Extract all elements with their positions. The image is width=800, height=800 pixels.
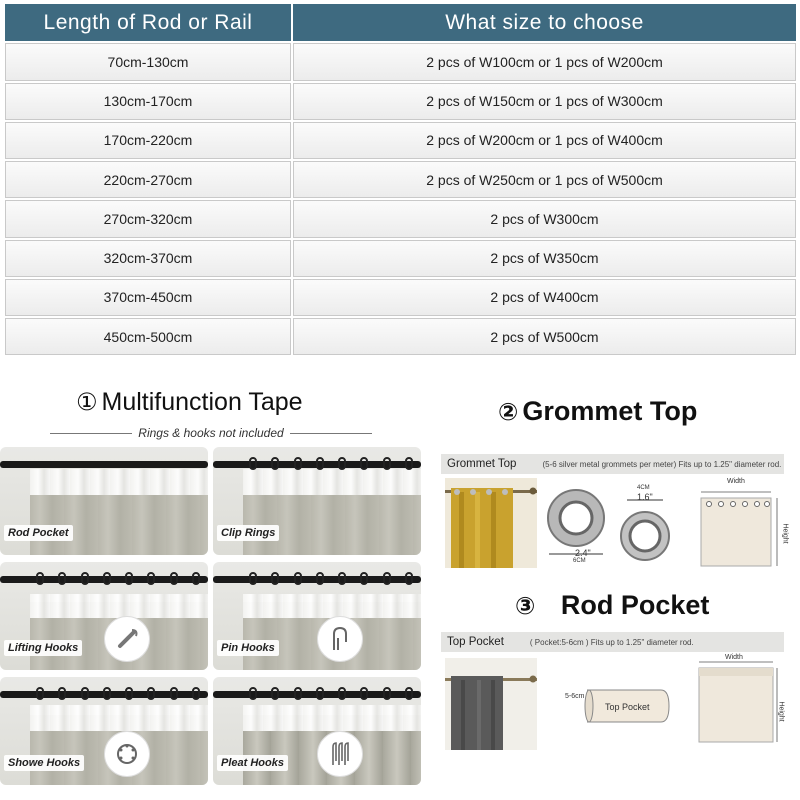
accessory-note-text: Rings & hooks not included [138, 426, 284, 440]
header-size-choice: What size to choose [293, 4, 796, 41]
multifunction-title [76, 388, 303, 417]
panel-header [441, 454, 784, 474]
height-label: Height [777, 701, 785, 722]
inner-diameter-cm: 4CM [637, 485, 650, 491]
curtain-tape [243, 469, 421, 495]
section-number: ① [76, 388, 98, 416]
curtain-tape [30, 469, 208, 495]
tile-pin-hooks [213, 562, 421, 670]
inner-diameter-in: 1.6" [637, 492, 653, 502]
pin-hook-icon [317, 616, 363, 662]
size-choice-cell: 2 pcs of W200cm or 1 pcs of W400cm [293, 122, 796, 159]
tile-label: Clip Rings [217, 525, 279, 541]
table-row [4, 160, 797, 199]
height-label: Height [781, 523, 789, 544]
rod-length-cell: 220cm-270cm [5, 161, 291, 198]
accessory-note [50, 425, 372, 441]
pleat-hook-icon [317, 731, 363, 777]
outer-diameter-in: 2.4" [575, 548, 591, 558]
shower-hook-icon [104, 731, 150, 777]
pocket-label: Top Pocket [605, 702, 650, 712]
pocket-size-label: 5-6cm [565, 693, 585, 700]
hook-ring-icon [36, 687, 200, 701]
panel-body [441, 474, 789, 569]
curtain-rod [0, 461, 208, 468]
tile-label: Rod Pocket [4, 525, 73, 541]
curtain-tape [243, 594, 421, 618]
tile-label: Pin Hooks [217, 640, 279, 656]
tile-label: Showe Hooks [4, 755, 84, 771]
rod-length-cell: 320cm-370cm [5, 240, 291, 277]
outer-diameter-cm: 6CM [573, 558, 586, 564]
table-header-row [4, 3, 797, 42]
width-label: Width [727, 478, 745, 485]
tile-rod-pocket [0, 447, 208, 555]
size-choice-cell: 2 pcs of W400cm [293, 279, 796, 316]
rod-length-cell: 170cm-220cm [5, 122, 291, 159]
size-choice-cell: 2 pcs of W350cm [293, 240, 796, 277]
section-title-text: Rod Pocket [560, 590, 710, 620]
tile-shower-hooks [0, 677, 208, 785]
tile-clip-rings [213, 447, 421, 555]
rod-length-cell: 130cm-170cm [5, 83, 291, 120]
curtain-tape [243, 705, 421, 731]
curtain-tape [30, 705, 208, 731]
table-row [4, 239, 797, 278]
size-choice-cell: 2 pcs of W500cm [293, 318, 796, 355]
grommet-panel-diagram [697, 480, 783, 568]
panel-note: ( Pocket:5-6cm ) Fits up to 1.25" diameter rod. [529, 637, 694, 647]
size-choice-cell: 2 pcs of W150cm or 1 pcs of W300cm [293, 83, 796, 120]
size-choice-cell: 2 pcs of W250cm or 1 pcs of W500cm [293, 161, 796, 198]
rod-pocket-title [515, 590, 709, 621]
table-row [4, 82, 797, 121]
rod-pocket-panel [441, 632, 784, 752]
hook-ring-icon [249, 687, 413, 701]
size-table [4, 3, 797, 356]
section-title-text: Grommet Top [522, 396, 698, 426]
tile-label: Pleat Hooks [217, 755, 288, 771]
small-grommet-icon [617, 496, 673, 566]
section-number: ② [498, 398, 519, 426]
rod-length-cell: 370cm-450cm [5, 279, 291, 316]
rod-length-cell: 450cm-500cm [5, 318, 291, 355]
grommet-curtain-photo [445, 478, 537, 568]
table-row [4, 199, 797, 238]
table-row [4, 317, 797, 356]
section-title-text: Multifunction Tape [101, 388, 303, 416]
curtain-tape [30, 594, 208, 618]
header-rod-length: Length of Rod or Rail [5, 4, 291, 41]
rod-length-cell: 70cm-130cm [5, 43, 291, 80]
grommet-panel [441, 454, 789, 569]
panel-header [441, 632, 784, 652]
rod-length-cell: 270cm-320cm [5, 200, 291, 237]
hook-ring-icon [36, 572, 200, 586]
grommet-title [498, 396, 697, 427]
table-row [4, 42, 797, 81]
rod-pocket-curtain-photo [445, 658, 537, 750]
size-choice-cell: 2 pcs of W100cm or 1 pcs of W200cm [293, 43, 796, 80]
section-number: ③ [515, 592, 536, 620]
clip-ring-icon [249, 457, 413, 471]
size-choice-cell: 2 pcs of W300cm [293, 200, 796, 237]
panel-body [441, 652, 784, 752]
table-row [4, 278, 797, 317]
rod-pocket-panel-diagram [695, 656, 783, 746]
divider [290, 433, 372, 434]
panel-title: Grommet Top [447, 458, 517, 470]
panel-title: Top Pocket [447, 636, 504, 648]
hook-ring-icon [249, 572, 413, 586]
tile-pleat-hooks [213, 677, 421, 785]
tile-lifting-hooks [0, 562, 208, 670]
tile-label: Lifting Hooks [4, 640, 82, 656]
divider [50, 433, 132, 434]
lifting-hook-icon [104, 616, 150, 662]
table-row [4, 121, 797, 160]
width-label: Width [725, 654, 743, 661]
panel-note: (5-6 silver metal grommets per meter) Fits up to 1.25" diameter rod. [542, 459, 782, 469]
